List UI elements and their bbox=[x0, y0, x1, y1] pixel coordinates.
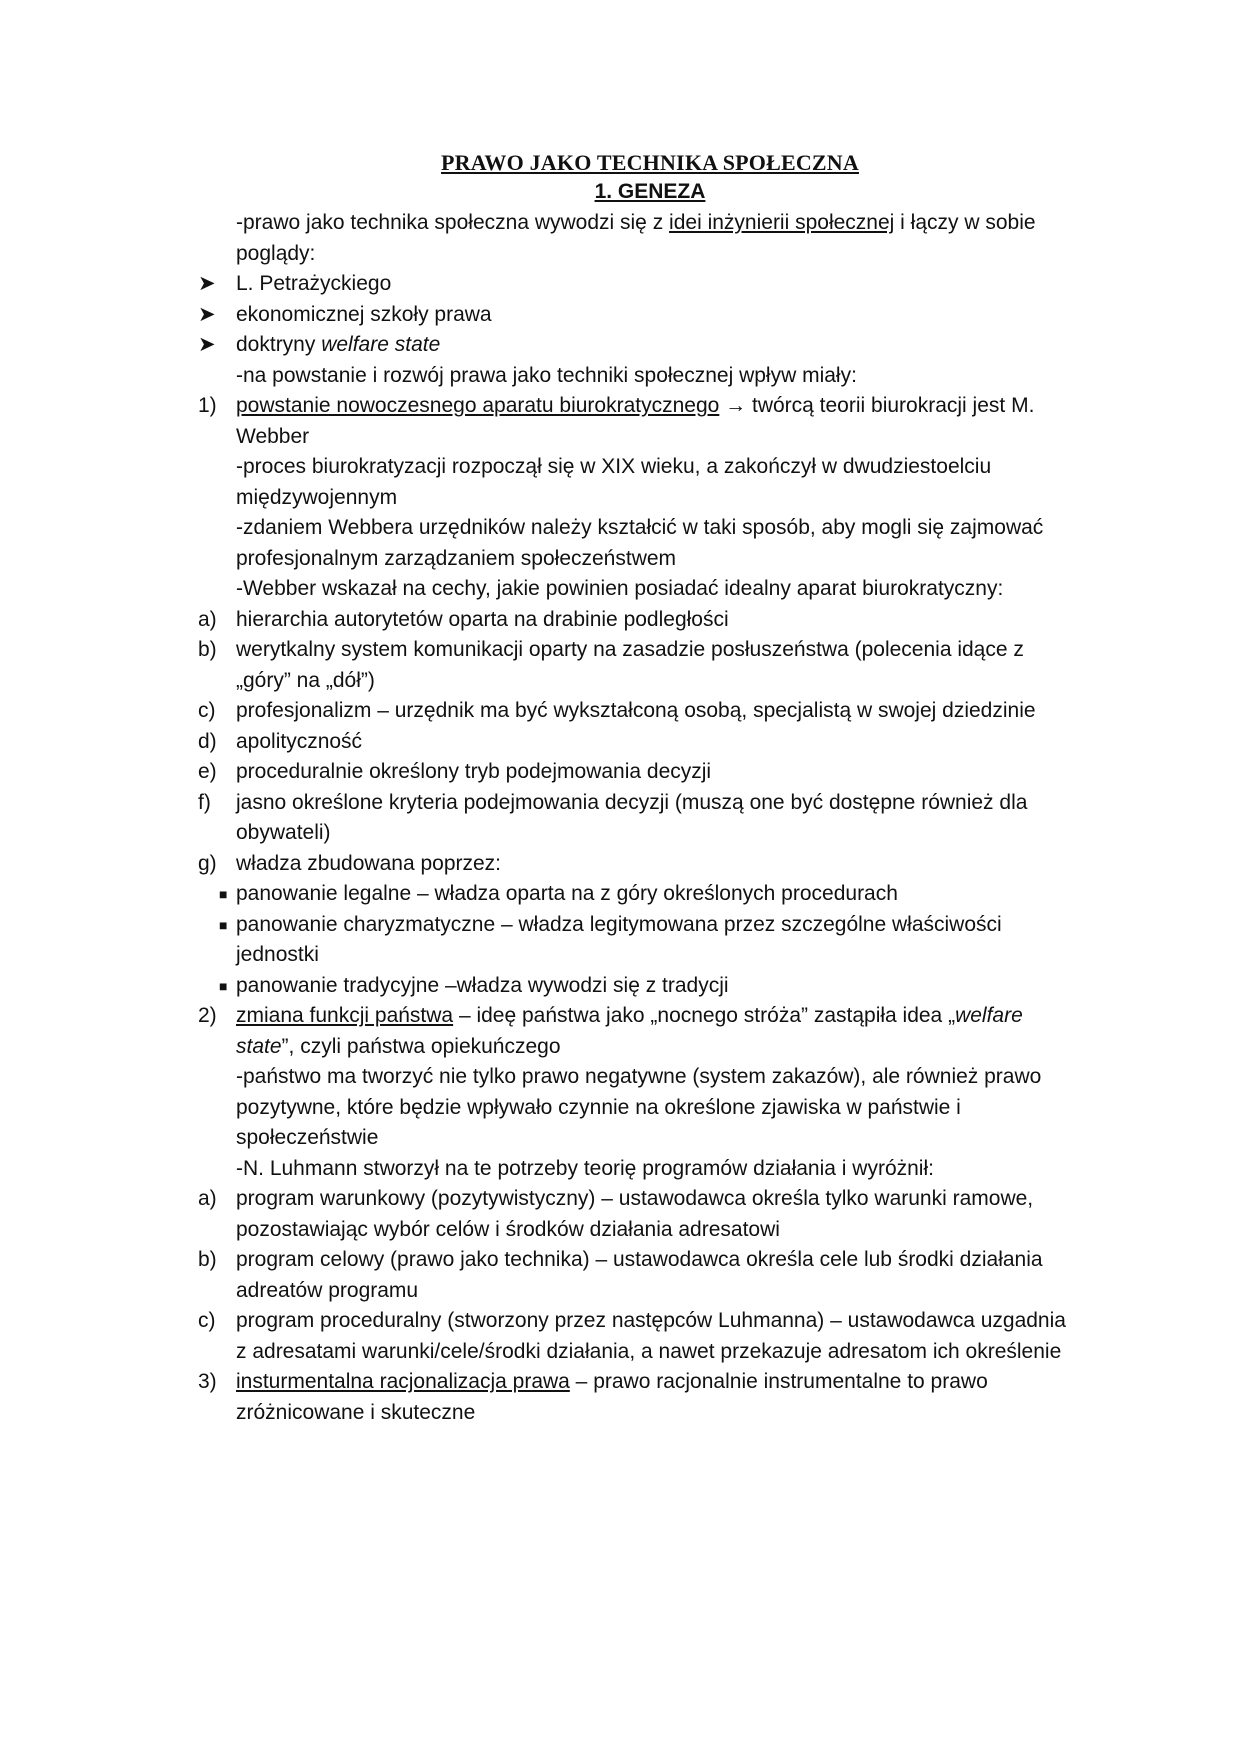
note: -państwo ma tworzyć nie tylko prawo negatywne (system zakazów), ale również prawo pozytywne, które będzie wpływało czynnie na określone zjawiska w państwie i społeczeństwie bbox=[236, 1065, 1042, 1149]
list-marker: c) bbox=[198, 1309, 216, 1332]
view-item: ekonomicznej szkoły prawa bbox=[236, 302, 492, 326]
list-marker: b) bbox=[198, 638, 217, 661]
list-marker: 1) bbox=[198, 394, 217, 417]
point-1-text: twórcą teorii biurokracji jest M. Webber bbox=[236, 394, 1035, 448]
point-2-text: – ideę państwa jako „nocnego stróża” zastąpiła idea bbox=[453, 1004, 949, 1027]
domination-text: panowanie legalne – władza oparta na z góry określonych procedurach bbox=[236, 882, 898, 905]
list-marker: a) bbox=[198, 607, 217, 631]
domination-text: panowanie charyzmatyczne – władza legitymowana przez szczególne właściwości jednostki bbox=[236, 912, 1002, 966]
document-body bbox=[0, 208, 1240, 1428]
list-item bbox=[0, 879, 1066, 910]
list-item bbox=[0, 1306, 1066, 1367]
quote-close: ” bbox=[281, 1034, 289, 1058]
feature-text: proceduralnie określony tryb podejmowania decyzji bbox=[236, 760, 712, 783]
list-marker: f) bbox=[198, 790, 211, 814]
arrow-bullet-icon: ➤ bbox=[198, 302, 216, 326]
note: -zdaniem Webbera urzędników należy kształcić w taki sposób, aby mogli się zajmować profesjonalnym zarządzaniem społeczeństwem bbox=[236, 516, 1044, 570]
feature-text: władza zbudowana poprzez: bbox=[236, 851, 502, 875]
point-1-title: powstanie nowoczesnego aparatu biurokratycznego bbox=[236, 394, 720, 417]
point-2-text-end: , czyli państwa opiekuńczego bbox=[288, 1034, 561, 1058]
point-3-title: insturmentalna racjonalizacja prawa bbox=[236, 1370, 570, 1393]
feature-text: hierarchia autorytetów oparta na drabinie podległości bbox=[236, 607, 729, 631]
point-2 bbox=[0, 1001, 1066, 1062]
feature-text: werytkalny system komunikacji oparty na zasadzie posłuszeństwa (polecenia idące z „góry” na „dół”) bbox=[236, 638, 1024, 692]
intro-text-end: i łączy w sobie poglądy: bbox=[236, 211, 1036, 265]
intro-paragraph bbox=[0, 208, 1066, 269]
list-marker: e) bbox=[198, 760, 217, 783]
list-item bbox=[0, 330, 1066, 361]
list-marker: c) bbox=[198, 699, 216, 722]
domination-text: panowanie tradycyjne –władza wywodzi się z tradycji bbox=[236, 973, 729, 997]
program-text: program celowy (prawo jako technika) – ustawodawca określa cele lub środki działania adreatów programu bbox=[236, 1248, 1043, 1302]
welfare-state-term: welfare state bbox=[321, 333, 441, 356]
list-marker: b) bbox=[198, 1248, 217, 1271]
square-bullet-icon: ■ bbox=[219, 977, 228, 994]
list-item bbox=[0, 1245, 1066, 1306]
feature-text: jasno określone kryteria podejmowania decyzji (muszą one być dostępne również dla obywateli) bbox=[236, 790, 1028, 844]
point-3 bbox=[0, 1367, 1066, 1428]
note: -N. Luhmann stworzył na te potrzeby teorię programów działania i wyróżnił: bbox=[236, 1156, 934, 1180]
view-item: doktryny bbox=[236, 333, 322, 356]
list-item bbox=[0, 1184, 1066, 1245]
list-marker: 2) bbox=[198, 1004, 217, 1027]
list-item bbox=[0, 635, 1066, 696]
square-bullet-icon: ■ bbox=[219, 886, 228, 902]
intro-underlined-term: idei inżynierii społecznej bbox=[669, 211, 895, 234]
list-item bbox=[0, 788, 1066, 849]
note: -Webber wskazał na cechy, jakie powinien posiadać idealny aparat biurokratyczny: bbox=[236, 577, 1004, 600]
feature-text: profesjonalizm – urzędnik ma być wykształconą osobą, specjalistą w swojej dziedzinie bbox=[236, 699, 1036, 722]
list-marker: a) bbox=[198, 1187, 217, 1210]
program-text: program warunkowy (pozytywistyczny) – ustawodawca określa tylko warunki ramowe, pozostawiając wybór celów i środków działania adresatowi bbox=[236, 1187, 1034, 1241]
point-2-title: zmiana funkcji państwa bbox=[236, 1004, 454, 1027]
feature-text: apolityczność bbox=[236, 729, 363, 753]
list-item bbox=[0, 300, 1066, 331]
arrow-bullet-icon: ➤ bbox=[198, 272, 216, 295]
section-heading: 1. GENEZA bbox=[594, 180, 706, 203]
list-marker: d) bbox=[198, 729, 217, 753]
list-marker: 3) bbox=[198, 1370, 217, 1393]
list-item bbox=[0, 910, 1066, 971]
arrow-bullet-icon: ➤ bbox=[198, 333, 216, 356]
page-title: PRAWO JAKO TECHNIKA SPOŁECZNA bbox=[441, 150, 859, 175]
list-item bbox=[0, 727, 1066, 758]
view-item: L. Petrażyckiego bbox=[236, 272, 392, 295]
intro-text: -prawo jako technika społeczna wywodzi się z bbox=[236, 211, 670, 234]
point-3-text: – prawo racjonalnie instrumentalne to prawo zróżnicowane i skuteczne bbox=[236, 1370, 988, 1424]
list-marker: g) bbox=[198, 851, 217, 875]
quote-open: „ bbox=[948, 1004, 956, 1027]
list-item bbox=[0, 757, 1066, 788]
note: -proces biurokratyzacji rozpoczął się w XIX wieku, a zakończył w dwudziestoelciu międzywojennym bbox=[236, 455, 992, 509]
list-item bbox=[0, 605, 1066, 636]
influences-intro: -na powstanie i rozwój prawa jako techniki społecznej wpływ miały: bbox=[236, 363, 857, 387]
list-item bbox=[0, 269, 1066, 300]
square-bullet-icon: ■ bbox=[219, 916, 228, 933]
list-item bbox=[0, 696, 1066, 727]
point-1 bbox=[0, 391, 1066, 452]
list-item bbox=[0, 971, 1066, 1002]
right-arrow-icon: → bbox=[719, 394, 752, 417]
list-item bbox=[0, 849, 1066, 880]
program-text: program proceduralny (stworzony przez następców Luhmanna) – ustawodawca uzgadnia z adresatami warunki/cele/środki działania, a nawet przekazuje adresatom ich określenie bbox=[236, 1309, 1066, 1363]
welfare-state-term: welfare state bbox=[236, 1004, 1023, 1058]
